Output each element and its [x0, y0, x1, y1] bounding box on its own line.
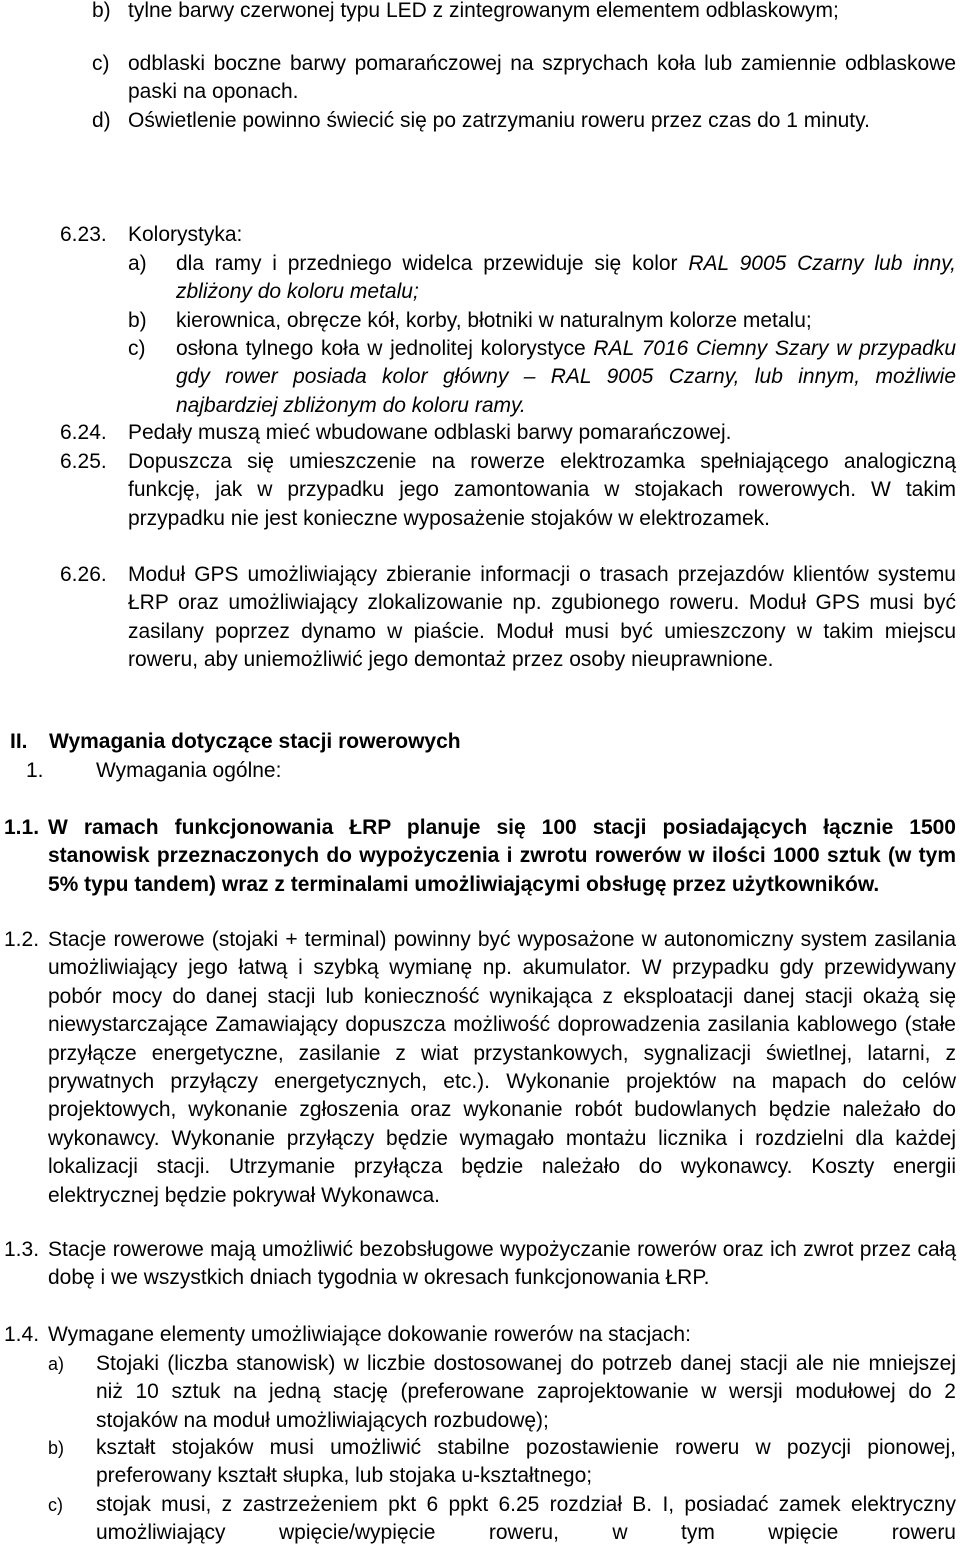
list-label-c: c): [128, 337, 146, 360]
list-label-c: c): [48, 1495, 63, 1515]
list-label-b: b): [92, 0, 111, 22]
section-title-kolorystyka: Kolorystyka:: [128, 223, 243, 246]
list-label-c: c): [92, 52, 110, 75]
section-number-6-23: 6.23.: [60, 223, 107, 246]
list-label-b: b): [48, 1438, 65, 1458]
section-number-6-24: 6.24.: [60, 421, 107, 444]
paragraph-number-1-1: 1.1.: [4, 816, 40, 839]
paragraph-number-1-2: 1.2.: [4, 928, 40, 951]
list-label-a: a): [48, 1354, 65, 1374]
list-label-d: d): [92, 109, 111, 132]
list-label-b: b): [128, 309, 147, 332]
list-item-racks: Stojaki (liczba stanowisk) w liczbie dostosowanej do potrzeb danej stacji ale nie mniejszej niż 10 sztuk na jedną stację (preferowane zaprojektowanie w wersji modułowej do 2 stojaków na moduł umożliwiających rozbudowę);: [96, 1352, 956, 1432]
subsection-title: Wymagania ogólne:: [96, 759, 282, 782]
list-item-frame-color: [176, 250, 956, 307]
list-item-handlebar-color: kierownica, obręcze kół, korby, błotniki w naturalnym kolorze metalu;: [176, 309, 812, 332]
section-number-6-26: 6.26.: [60, 563, 107, 586]
paragraph-docking-elements: Wymagane elementy umożliwiające dokowanie rowerów na stacjach:: [48, 1323, 691, 1346]
list-item-b-led: tylne barwy czerwonej typu LED z zintegrowanym elementem odblaskowym;: [128, 0, 839, 22]
list-item-c-reflectors: odblaski boczne barwy pomarańczowej na szprychach koła lub zamiennie odblaskowe paski na oponach.: [128, 52, 956, 104]
list-item-d-lighting: Oświetlenie powinno świecić się po zatrzymaniu roweru przez czas do 1 minuty.: [128, 109, 870, 132]
wheel-cover-text: osłona tylnego koła w jednolitej kolorystyce: [176, 337, 594, 360]
chapter-title: Wymagania dotyczące stacji rowerowych: [49, 730, 461, 753]
list-item-rack-shape: kształt stojaków musi umożliwić stabilne pozostawienie roweru w pozycji pionowej, preferowany kształt słupka, lub stojaka u-kształtnego;: [96, 1436, 956, 1488]
paragraph-number-1-3: 1.3.: [4, 1238, 40, 1261]
section-text-gps: Moduł GPS umożliwiający zbieranie informacji o trasach przejazdów klientów systemu ŁRP oraz umożliwiający zlokalizowanie np. zgubionego roweru. Moduł GPS musi być zasilany poprzez dynamo w piaście. Moduł musi być umieszczony w takim miejscu roweru, aby uniemożliwić jego demontaż przez osoby nieuprawnione.: [128, 563, 956, 672]
paragraph-number-1-4: 1.4.: [4, 1323, 40, 1346]
frame-color-text: dla ramy i przedniego widelca przewiduje się kolor: [176, 252, 689, 275]
section-number-6-25: 6.25.: [60, 450, 107, 473]
chapter-number-ii: II.: [10, 730, 28, 753]
list-label-a: a): [128, 252, 147, 275]
frame-color-ral: RAL 9005 Czarny lub inny, zbliżony do koloru metalu;: [176, 252, 956, 304]
wheel-cover-ral: RAL 7016 Ciemny Szary w przypadku gdy rower posiada kolor główny – RAL 9005 Czarny, lub innym, możliwie najbardziej zbliżonym do koloru ramy.: [176, 337, 957, 417]
paragraph-self-service: Stacje rowerowe mają umożliwić bezobsługowe wypożyczanie rowerów oraz ich zwrot przez całą dobę i we wszystkich dniach tygodnia w okresach funkcjonowania ŁRP.: [48, 1238, 956, 1290]
paragraph-stations-count: W ramach funkcjonowania ŁRP planuje się 100 stacji posiadających łącznie 1500 stanowisk przeznaczonych do wypożyczenia i zwrotu rowerów w ilości 1000 sztuk (w tym 5% typu tandem) wraz z terminalami umożliwiającymi obsługę przez użytkowników.: [48, 816, 956, 896]
list-item-electric-lock: stojak musi, z zastrzeżeniem pkt 6 ppkt 6.25 rozdział B. I, posiadać zamek elektryczny umożliwiający wpięcie/wypięcie roweru, w tym wpięcie roweru: [96, 1493, 956, 1545]
section-text-pedals: Pedały muszą mieć wbudowane odblaski barwy pomarańczowej.: [128, 421, 732, 444]
list-item-wheel-cover-color: [176, 335, 956, 420]
subsection-number-1: 1.: [26, 759, 44, 782]
paragraph-power-supply: Stacje rowerowe (stojaki + terminal) powinny być wyposażone w autonomiczny system zasilania umożliwiający jego łatwą i szybką wymianę np. akumulator. W przypadku gdy przewidywany pobór mocy do danej stacji lub konieczność wynikająca z eksploatacji danej stacji okażą się niewystarczające Zamawiający dopuszcza możliwość doprowadzenia zasilania kablowego (stałe przyłącze energetyczne, zasilanie z wiat przystankowych, sygnalizacji świetlnej, latarni, z prywatnych przyłączy energetycznych, etc.). Wykonanie projektów na mapach do celów projektowych, wykonanie zgłoszenia oraz wykonanie robót budowlanych będzie należało do wykonawcy. Wykonanie przyłączy będzie wymagało montażu licznika i rozdzielni dla każdej lokalizacji stacji. Utrzymanie przyłącza będzie należało do wykonawcy. Koszty energii elektrycznej będzie pokrywał Wykonawca.: [48, 928, 956, 1207]
section-text-electrolock: Dopuszcza się umieszczenie na rowerze elektrozamka spełniającego analogiczną funkcję, jak w przypadku jego zamontowania w stojakach rowerowych. W takim przypadku nie jest konieczne wyposażenie stojaków w elektrozamek.: [128, 450, 956, 530]
